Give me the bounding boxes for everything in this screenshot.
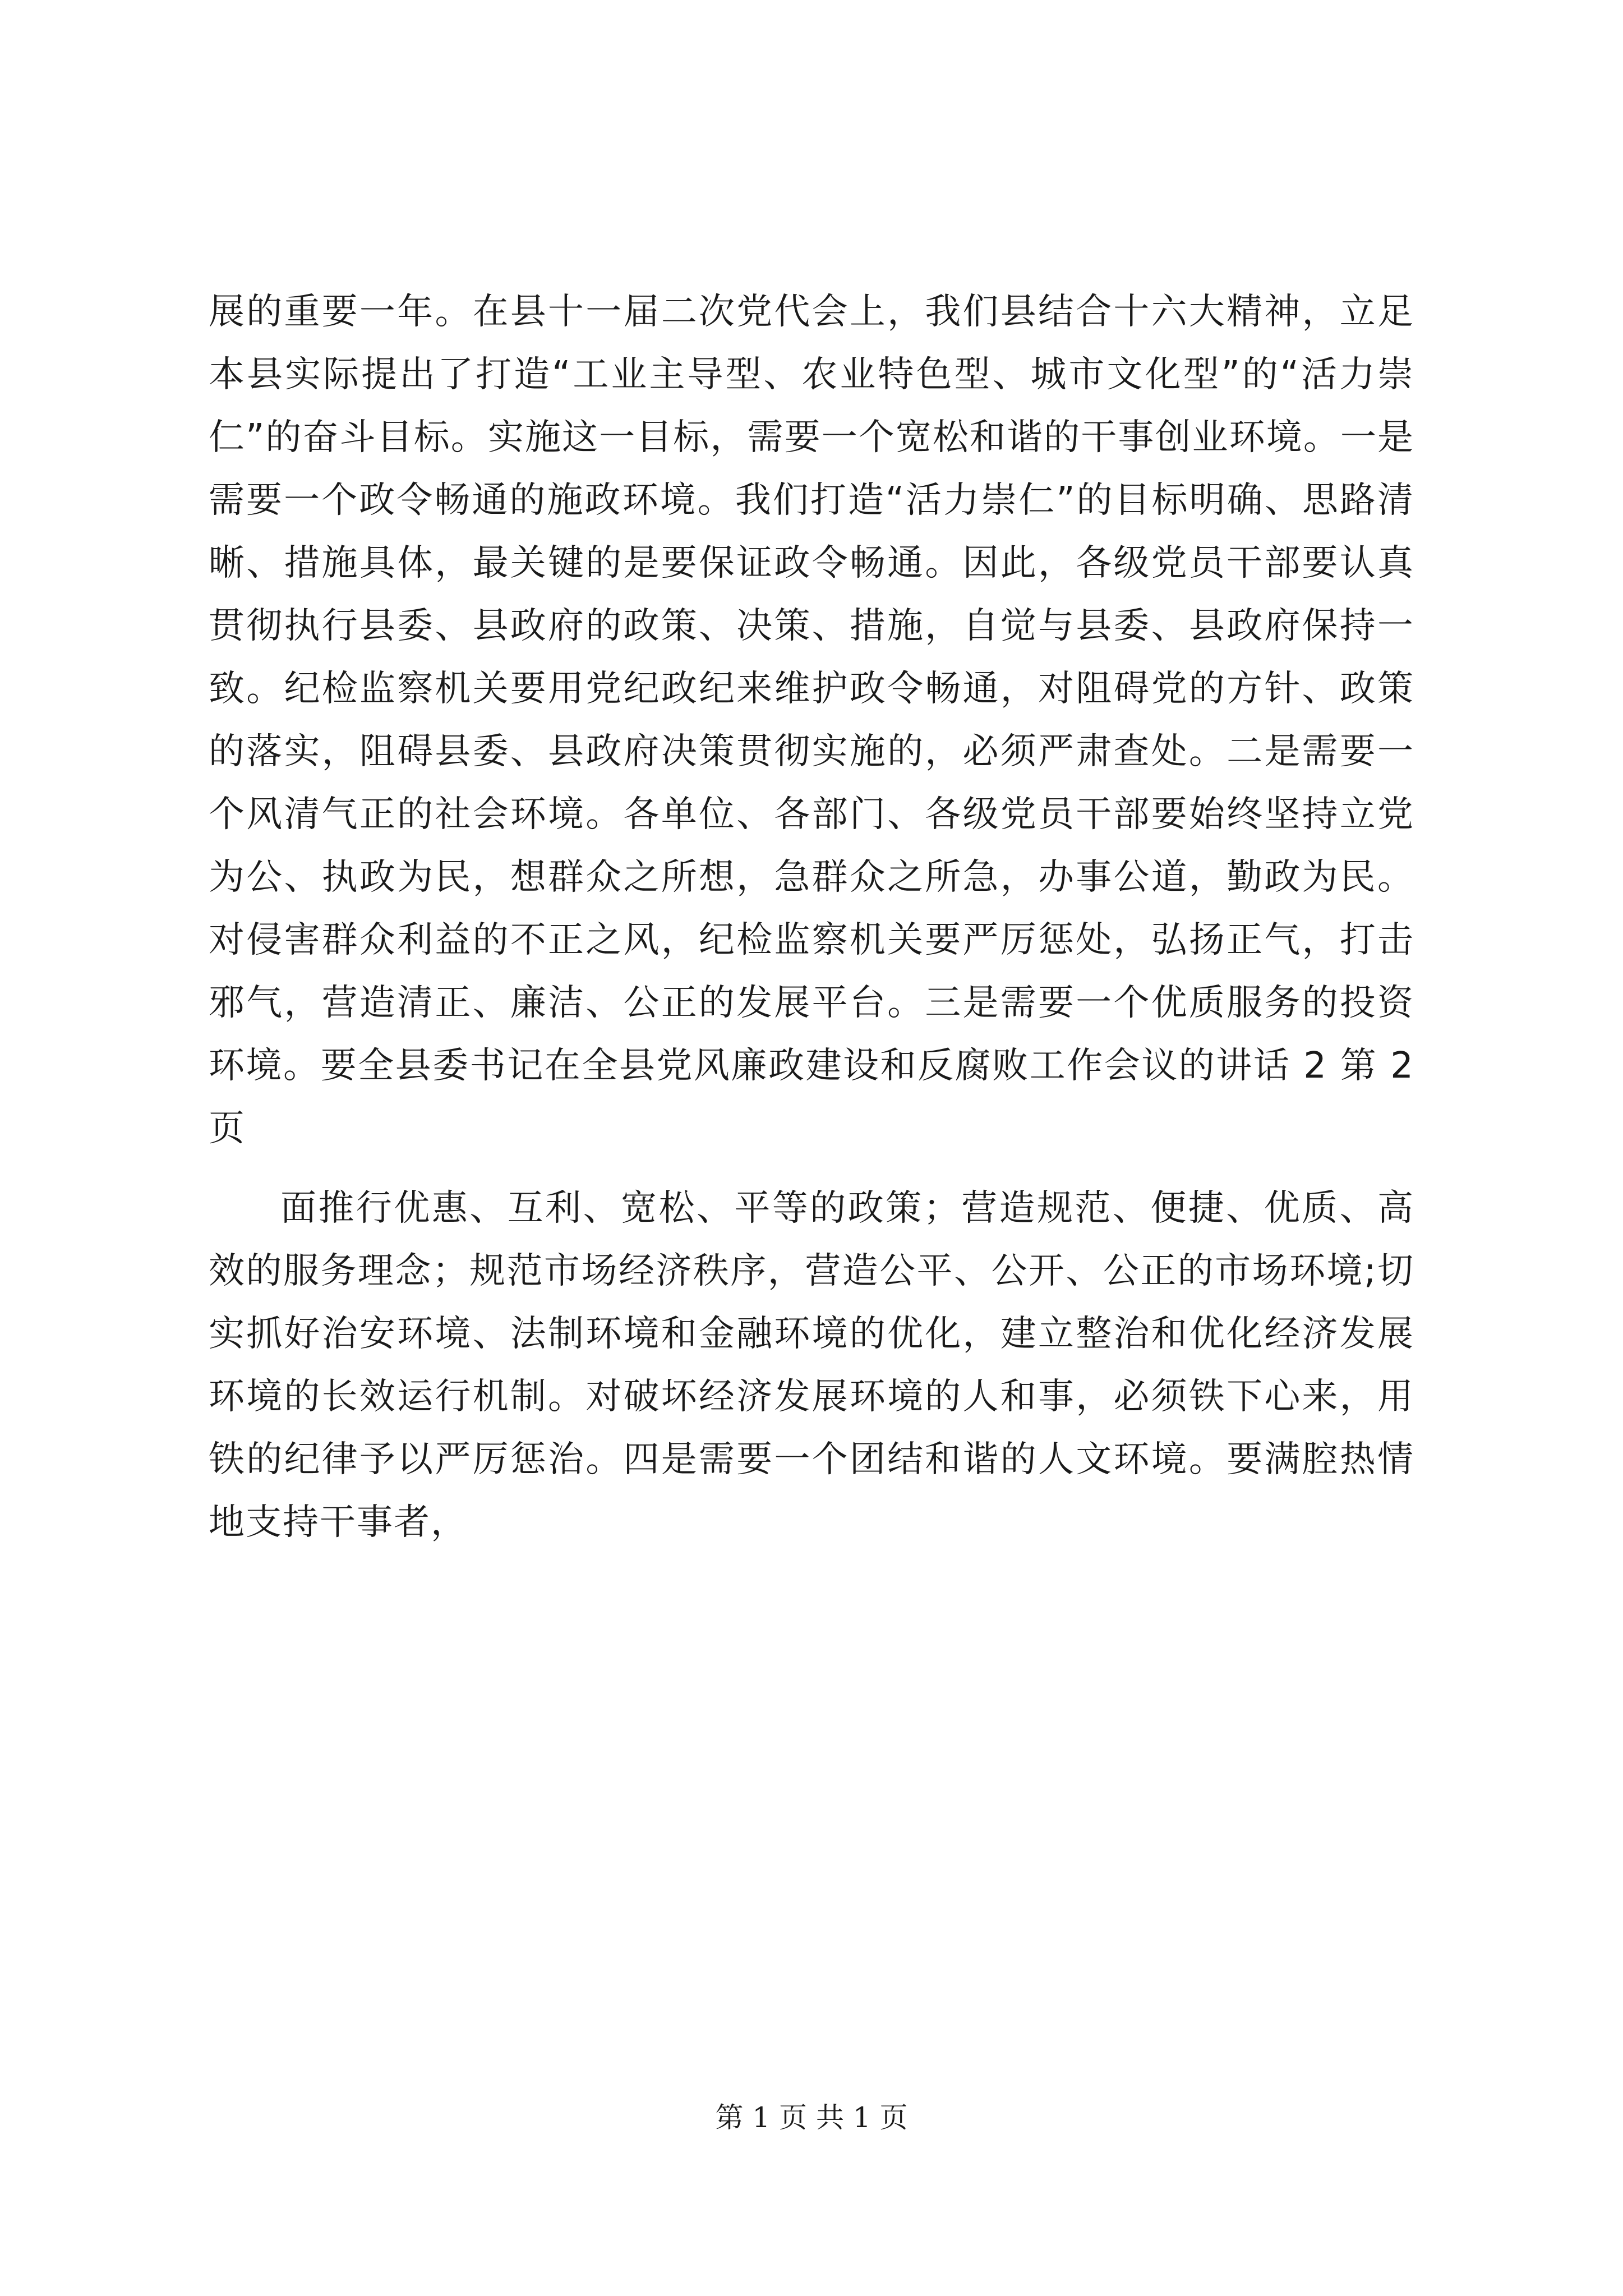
paragraph-1: 展的重要一年。在县十一届二次党代会上，我们县结合十六大精神，立足本县实际提出了打造“工业主导型、农业特色型、城市文化型”的“活力崇仁”的奋斗目标。实施这一目标，需要一个宽松和谐的干事创业环境。一是需要一个政令畅通的施政环境。我们打造“活力崇仁”的目标明确、思路清晰、措施具体，最关键的是要保证政令畅通。因此，各级党员干部要认真贯彻执行县委、县政府的政策、决策、措施，自觉与县委、县政府保持一致。纪检监察机关要用党纪政纪来维护政令畅通，对阻碍党的方针、政策的落实，阻碍县委、县政府决策贯彻实施的，必须严肃查处。二是需要一个风清气正的社会环境。各单位、各部门、各级党员干部要始终坚持立党为公、执政为民，想群众之所想，急群众之所急，办事公道，勤政为民。对侵害群众利益的不正之风，纪检监察机关要严厉惩处，弘扬正气，打击邪气，营造清正、廉洁、公正的发展平台。三是需要一个优质服务的投资环境。要全县委书记在全县党风廉政建设和反腐败工作会议的讲话 2 第 2 页 (209, 291, 1414, 1149)
page-footer: 第 1 页 共 1 页 (715, 2101, 908, 2134)
paragraph-2: 面推行优惠、互利、宽松、平等的政策；营造规范、便捷、优质、高效的服务理念；规范市场经济秩序，营造公平、公开、公正的市场环境;切实抓好治安环境、法制环境和金融环境的优化，建立整治和优化经济发展环境的长效运行机制。对破坏经济发展环境的人和事，必须铁下心来，用铁的纪律予以严厉惩治。四是需要一个团结和谐的人文环境。要满腔热情地支持干事者， (209, 1188, 1414, 1543)
document-body (209, 280, 1414, 1554)
